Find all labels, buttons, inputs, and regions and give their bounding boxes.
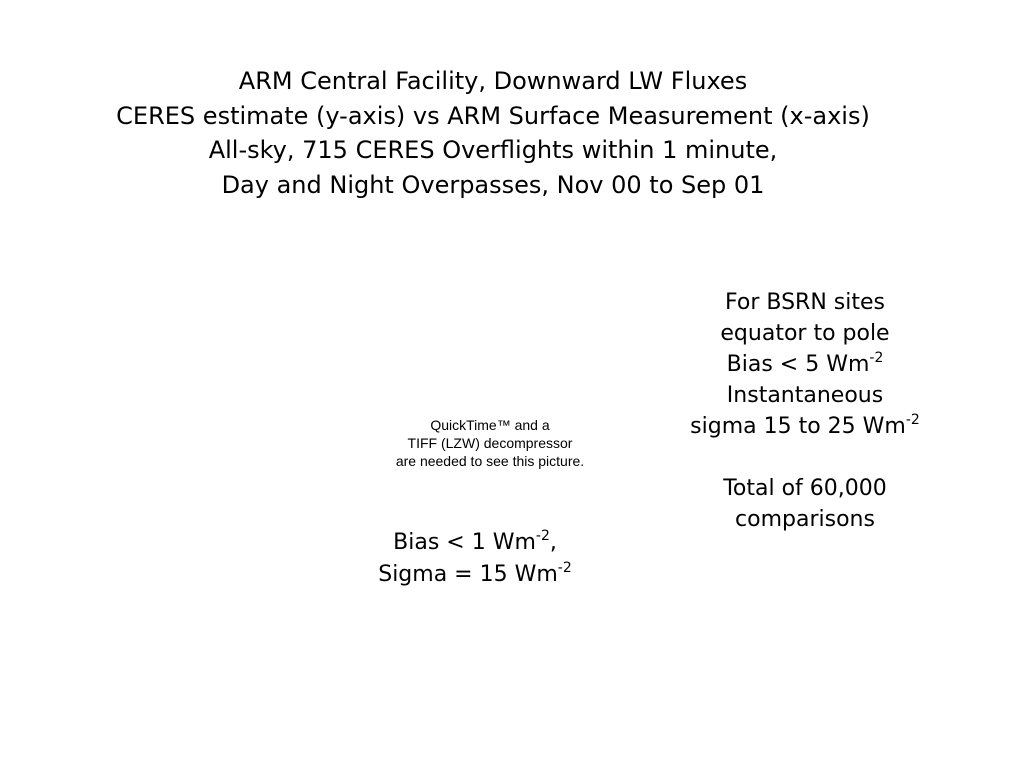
spacer <box>670 442 940 473</box>
bias-suffix: , <box>549 530 557 555</box>
title-line-3: All-sky, 715 CERES Overflights within 1 minute, <box>208 136 778 164</box>
title-line-2: CERES estimate (y-axis) vs ARM Surface Measurement (x-axis) <box>116 101 870 130</box>
bsrn-line-7: comparisons <box>735 507 875 532</box>
sigma-text: Sigma = 15 Wm <box>378 562 558 587</box>
bias-text: Bias < 1 Wm <box>393 530 536 555</box>
bias-statement <box>340 527 610 559</box>
title-line-1: ARM Central Facility, Downward LW Fluxes <box>238 67 748 95</box>
missing-image-placeholder <box>370 416 610 470</box>
bsrn-bias-exponent: -2 <box>869 350 884 366</box>
bsrn-line-6: Total of 60,000 <box>723 476 887 501</box>
bias-exponent: -2 <box>535 528 550 544</box>
sigma-statement <box>340 559 610 591</box>
bsrn-bias-text: Bias < 5 Wm <box>726 352 870 377</box>
placeholder-line-2: TIFF (LZW) decompressor <box>407 435 573 451</box>
bsrn-sigma-text: sigma 15 to 25 Wm <box>690 414 906 439</box>
placeholder-line-1: QuickTime™ and a <box>430 417 550 433</box>
title-line-4: Day and Night Overpasses, Nov 00 to Sep 01 <box>221 170 765 199</box>
bsrn-line-1: For BSRN sites <box>725 290 885 315</box>
bsrn-line-2: equator to pole <box>720 321 890 346</box>
bsrn-sigma-exponent: -2 <box>905 412 920 428</box>
bsrn-statistics <box>670 287 940 535</box>
sigma-exponent: -2 <box>557 560 572 576</box>
bsrn-sigma <box>670 411 940 442</box>
placeholder-line-3: are needed to see this picture. <box>395 453 585 469</box>
arm-site-statistics <box>340 527 610 591</box>
bsrn-line-4: Instantaneous <box>726 383 884 408</box>
slide-title <box>0 64 986 202</box>
bsrn-bias <box>670 349 940 380</box>
